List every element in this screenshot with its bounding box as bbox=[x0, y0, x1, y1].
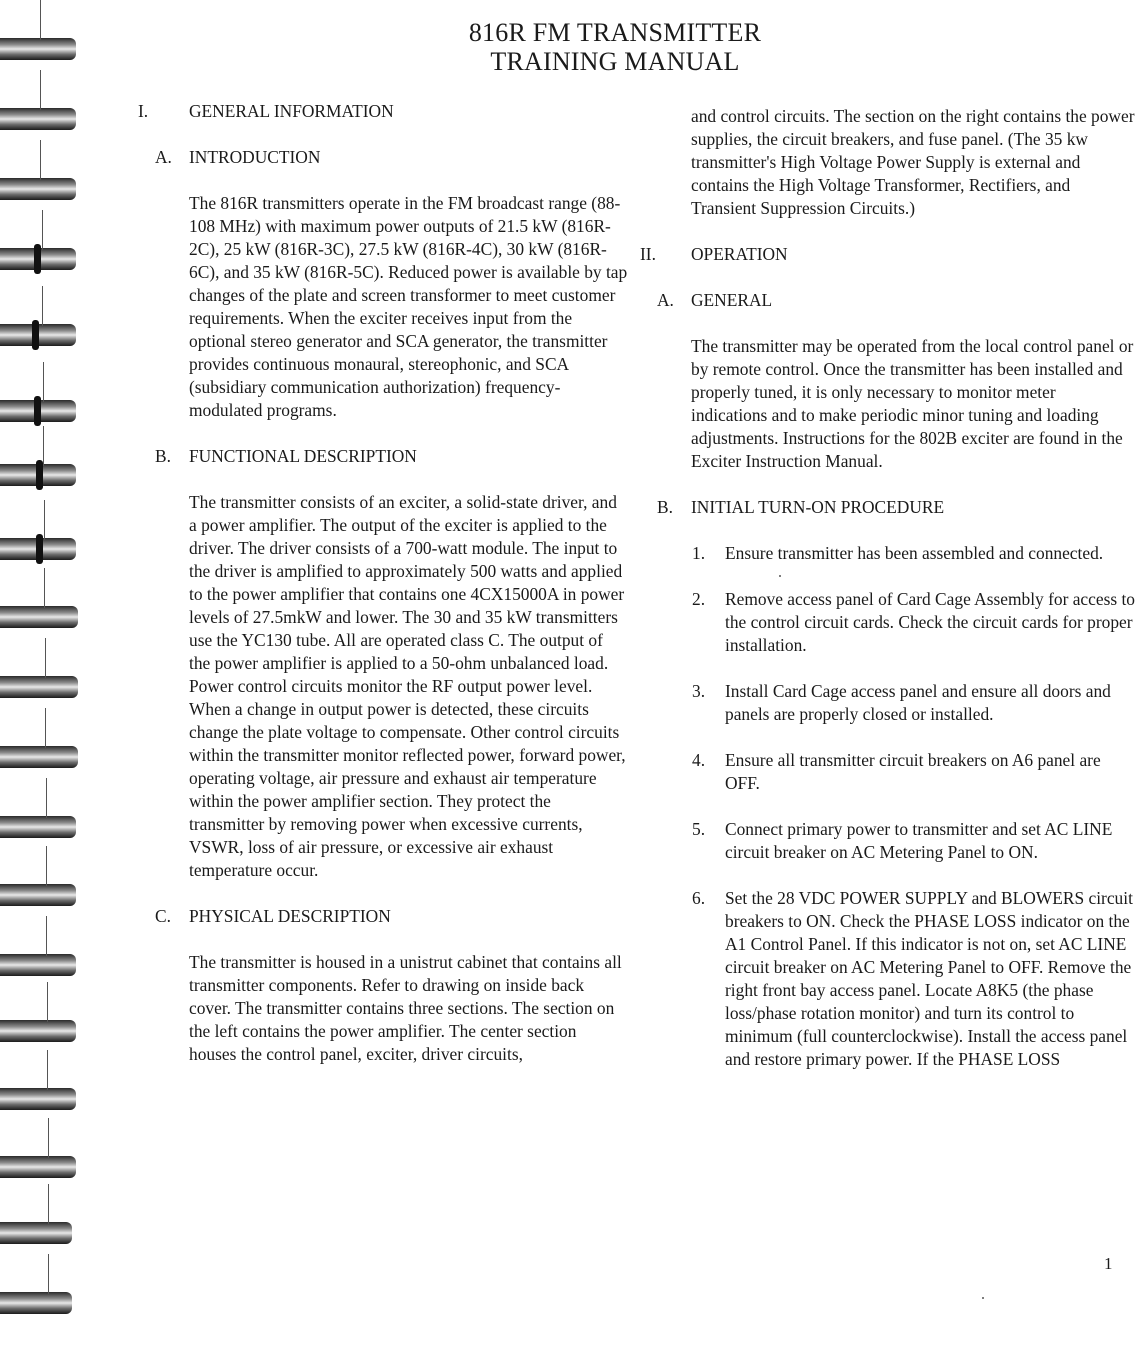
step-number: 6. bbox=[692, 888, 706, 908]
title-line-1: 816R FM TRANSMITTER bbox=[468, 18, 762, 47]
subsection-title: INITIAL TURN-ON PROCEDURE bbox=[691, 497, 945, 517]
step-text: Ensure all transmitter circuit breakers on A6 panel are OFF. bbox=[725, 750, 1101, 793]
subsection-title: FUNCTIONAL DESCRIPTION bbox=[189, 446, 417, 466]
right-column bbox=[640, 105, 1135, 1071]
step-number: 5. bbox=[692, 819, 706, 839]
list-item bbox=[640, 588, 1135, 657]
list-item bbox=[640, 680, 1135, 726]
title-line-2: TRAINING MANUAL bbox=[490, 47, 740, 76]
spiral-binding bbox=[0, 0, 90, 1350]
page-number: 1 bbox=[1104, 1254, 1113, 1273]
step-text: Install Card Cage access panel and ensure all doors and panels are properly closed or installed. bbox=[725, 681, 1111, 724]
list-item bbox=[640, 887, 1135, 1071]
list-item bbox=[640, 542, 1135, 565]
step-text: Ensure transmitter has been assembled and connected. bbox=[725, 543, 1104, 563]
step-number: 4. bbox=[692, 750, 706, 770]
subsection-heading-introduction bbox=[138, 146, 628, 169]
page-title bbox=[0, 18, 1138, 76]
scan-speck bbox=[982, 1297, 984, 1299]
step-text: Remove access panel of Card Cage Assembly for access to the control circuit cards. Check the circuit cards for proper installation. bbox=[725, 589, 1135, 655]
subsection-letter: A. bbox=[657, 290, 674, 310]
section-number: II. bbox=[640, 244, 656, 264]
functional-description-paragraph: The transmitter consists of an exciter, a solid-state driver, and a power amplifier. The output of the exciter is applied to the driver. The driver consists of a 700-watt module. The input to the driver is amplified to approximately 500 watts and applied to the power amplifier that contains one 4CX15000A in power levels of 27.5mkW and lower. The 30 and 35 kW transmitters use the YC130 tube. All are operated class C. The output of the power amplifier is applied to a 50-ohm unbalanced load. Power control circuits monitor the RF output power level. When a change in output power is detected, these circuits change the plate voltage to compensate. Other control circuits within the transmitter monitor reflected power, forward power, operating voltage, air pressure and exhaust air temperature within the power amplifier section. They protect the transmitter by removing power when excessive currents, VSWR, loss of air pressure, or excessive air exhaust temperature occur. bbox=[189, 492, 626, 880]
step-number: 2. bbox=[692, 589, 706, 609]
subsection-title: INTRODUCTION bbox=[189, 147, 321, 167]
left-column bbox=[138, 100, 628, 1066]
physical-description-paragraph: The transmitter is housed in a unistrut cabinet that contains all transmitter components. Refer to drawing on inside back cover. The transmitter contains three sections. The section on the left contains the power amplifier. The center section houses the control panel, exciter, driver circuits, bbox=[189, 952, 622, 1064]
list-item bbox=[640, 749, 1135, 795]
subsection-title: PHYSICAL DESCRIPTION bbox=[189, 906, 391, 926]
section-number: I. bbox=[138, 101, 149, 121]
scan-speck bbox=[779, 575, 781, 577]
list-item bbox=[640, 818, 1135, 864]
subsection-letter: A. bbox=[155, 147, 172, 167]
step-number: 3. bbox=[692, 681, 706, 701]
step-number: 1. bbox=[692, 543, 706, 563]
turn-on-steps-list bbox=[640, 542, 1135, 1071]
subsection-letter: C. bbox=[155, 906, 171, 926]
step-text: Set the 28 VDC POWER SUPPLY and BLOWERS circuit breakers to ON. Check the PHASE LOSS indicator on the A1 Control Panel. If this indicator is not on, set AC LINE circuit breaker on AC Metering Panel to OFF. Remove the right front bay access panel. Locate A8K5 (the phase loss/phase rotation monitor) and turn its control to minimum (full counterclockwise). Install the access panel and restore primary power. If the PHASE LOSS bbox=[725, 888, 1133, 1069]
subsection-letter: B. bbox=[657, 497, 673, 517]
subsection-title: GENERAL bbox=[691, 290, 773, 310]
subsection-heading-initial-turn-on bbox=[640, 496, 1135, 519]
subsection-heading-physical-description bbox=[138, 905, 628, 928]
introduction-paragraph: The 816R transmitters operate in the FM broadcast range (88-108 MHz) with maximum power outputs of 21.5 kW (816R-2C), 25 kW (816R-3C), 27.5 kW (816R-4C), 30 kW (816R-6C), and 35 kW (816R-5C). Reduced power is available by tap changes of the plate and screen transformer to meet customer requirements. When the exciter receives input from the optional stereo generator and SCA generator, the transmitter provides continuous monaural, stereophonic, and SCA (subsidiary communication authorization) frequency-modulated programs. bbox=[189, 193, 628, 420]
subsection-heading-general bbox=[640, 289, 1135, 312]
section-title: GENERAL INFORMATION bbox=[189, 101, 394, 121]
operation-general-paragraph: The transmitter may be operated from the local control panel or by remote control. Once the transmitter has been installed and properly tuned, it is only necessary to monitor meter indications and to make periodic minor tuning and loading adjustments. Instructions for the 802B exciter are found in the Exciter Instruction Manual. bbox=[691, 336, 1134, 471]
subsection-heading-functional-description bbox=[138, 445, 628, 468]
section-heading-general-information bbox=[138, 100, 628, 123]
step-text: Connect primary power to transmitter and set AC LINE circuit breaker on AC Metering Panel to ON. bbox=[725, 819, 1113, 862]
subsection-letter: B. bbox=[155, 446, 171, 466]
physical-description-continued: and control circuits. The section on the right contains the power supplies, the circuit breakers, and fuse panel. (The 35 kw transmitter's High Voltage Power Supply is external and contains the High Voltage Transformer, Rectifiers, and Transient Suppression Circuits.) bbox=[691, 106, 1135, 218]
section-title: OPERATION bbox=[691, 244, 788, 264]
section-heading-operation bbox=[640, 243, 1135, 266]
